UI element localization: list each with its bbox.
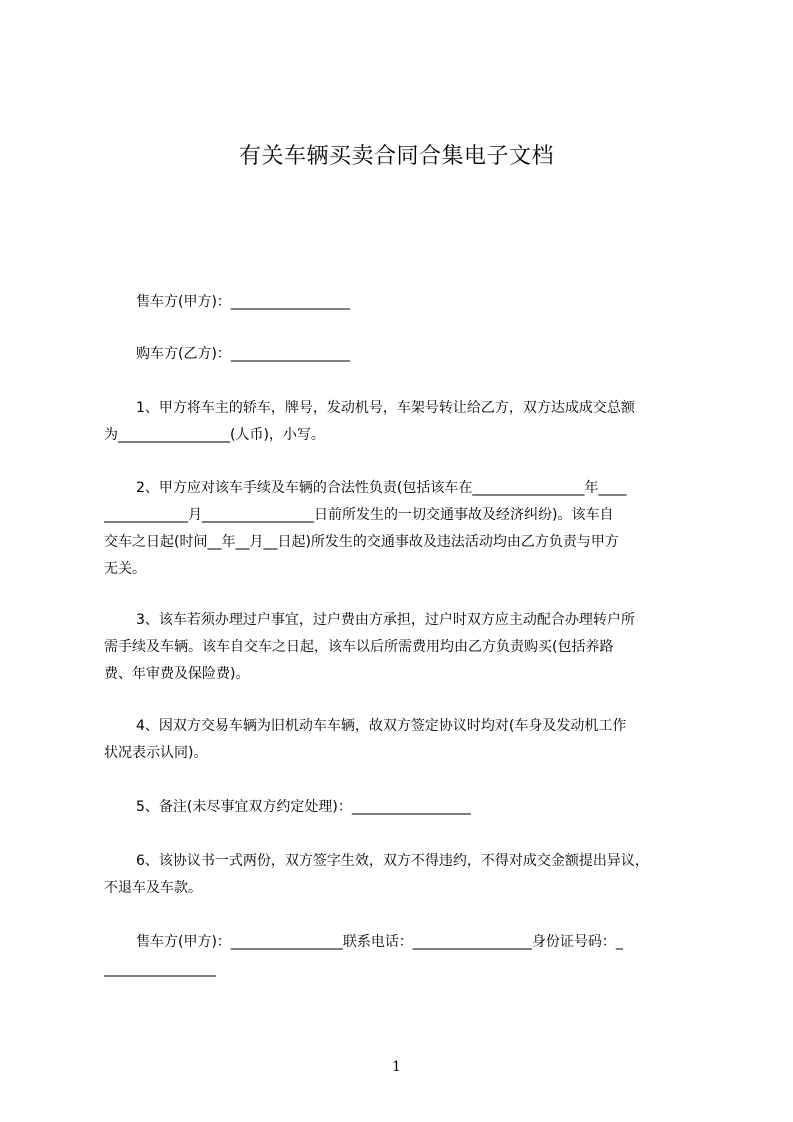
document-title: 有关车辆买卖合同合集电子文档 xyxy=(238,144,554,169)
signature-line-2: ________________ xyxy=(104,961,216,977)
page-number: 1 xyxy=(392,1059,401,1075)
clause-3-line-1: 3、该车若须办理过户事宜，过户费由方承担，过户时双方应主动配合办理转户所 xyxy=(136,612,635,628)
clause-3-line-3: 费、年审费及保险费)。 xyxy=(104,666,250,682)
signature-line-1: 售车方(甲方)：________________联系电话：_________________身份证号码：_ xyxy=(136,934,623,950)
clause-6-line-2: 不退车及车款。 xyxy=(104,880,202,896)
seller-party-line: 售车方(甲方)：_________________ xyxy=(136,294,350,310)
clause-6-line-1: 6、该协议书一式两份，双方签字生效，双方不得违约，不得对成交金额提出异议， xyxy=(136,853,649,869)
clause-5-line-1: 5、备注(未尽事宜双方约定处理)：_________________ xyxy=(136,799,471,815)
clause-2-line-1: 2、甲方应对该车手续及车辆的合法性负责(包括该车在________________年____ xyxy=(136,480,627,496)
clause-4-line-2: 状况表示认同)。 xyxy=(104,745,208,761)
clause-1-line-1: 1、甲方将车主的轿车，牌号，发动机号，车架号转让给乙方，双方达成成交总额 xyxy=(136,400,635,416)
clause-3-line-2: 需手续及车辆。该车自交车之日起，该车以后所需费用均由乙方负责购买(包括养路 xyxy=(104,639,614,655)
buyer-party-line: 购车方(乙方)：_________________ xyxy=(136,346,350,362)
clause-4-line-1: 4、因双方交易车辆为旧机动车车辆，故双方签定协议时均对(车身及发动机工作 xyxy=(136,718,627,734)
clause-2-line-4: 无关。 xyxy=(104,561,146,577)
clause-2-line-2: ____________月________________日前所发生的一切交通事故及经济纠纷)。该车自 xyxy=(104,507,614,523)
clause-1-line-2: 为________________(人币)，小写。 xyxy=(104,427,325,443)
clause-2-line-3: 交车之日起(时间__年__月__日起)所发生的交通事故及违法活动均由乙方负责与甲方 xyxy=(104,534,619,550)
